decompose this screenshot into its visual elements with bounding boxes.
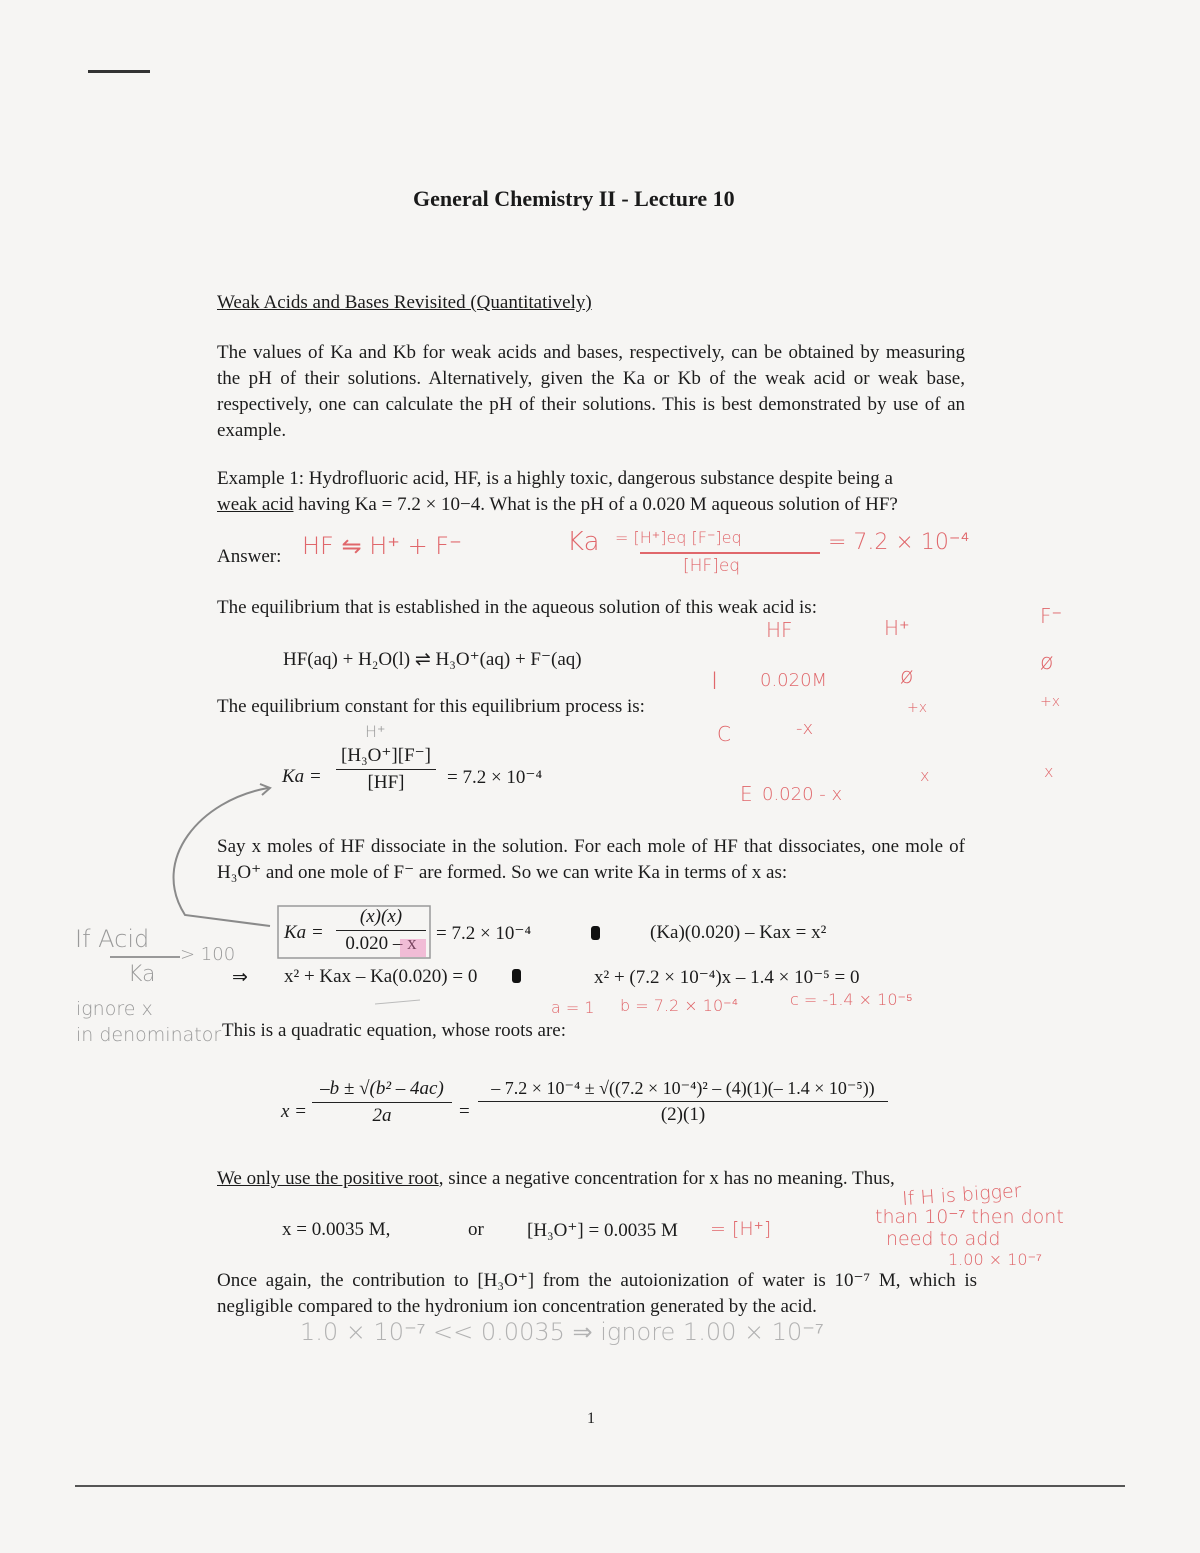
ice-e-h: x <box>920 766 930 785</box>
hw-ka-value: = 7.2 × 10⁻⁴ <box>828 530 970 555</box>
hw-ka-denominator-note: Ka <box>128 962 156 987</box>
ice-header-h: H⁺ <box>884 616 910 640</box>
ice-c-h: +x <box>907 700 928 716</box>
hw-note-line-3: need to add <box>886 1228 1001 1250</box>
equilibrium-intro: The equilibrium that is established in the aqueous solution of this weak acid is: <box>217 597 817 618</box>
positive-root-underlined: We only use the positive root <box>217 1168 439 1189</box>
formula-general <box>312 1078 452 1127</box>
arrow-implies: ⇒ <box>232 967 248 988</box>
ka-x-rhs: = 7.2 × 10⁻⁴ <box>436 923 532 944</box>
reaction-equation: HF(aq) + H₂O(l) ⇌ H₃O⁺(aq) + F⁻(aq) <box>283 649 582 670</box>
ice-c-hf: -x <box>796 718 814 739</box>
formula-numeric-bar <box>478 1101 888 1102</box>
ice-i-f: ø <box>1040 650 1054 675</box>
hw-ka-denominator: [HF]eq <box>683 556 741 576</box>
hw-x-highlight <box>400 939 426 957</box>
ice-i-hf: 0.020M <box>760 670 828 691</box>
quadratic-intro: This is a quadratic equation, whose roots are: <box>222 1020 567 1041</box>
hw-b-value: b = 7.2 × 10⁻⁴ <box>620 996 738 1015</box>
bullet-1 <box>591 926 600 940</box>
hw-ignore-x: ignore x <box>76 998 153 1020</box>
hw-bottom-note: 1.0 × 10⁻⁷ << 0.0035 ⇒ ignore 1.00 × 10⁻⁷ <box>300 1318 824 1346</box>
ka-x-denominator: 0.020 – x <box>345 933 417 955</box>
hw-answer-reaction: HF ⇋ H⁺ + F⁻ <box>302 532 462 560</box>
hw-a-value: a = 1 <box>551 998 595 1017</box>
hw-ka-numerator: = [H⁺]eq [F⁻]eq <box>615 528 742 547</box>
once-again-paragraph: Once again, the contribution to [H₃O⁺] from the autoionization of water is 10⁻⁷ M, which is negligible compared to the hydronium ion concentration generated by the acid. <box>217 1270 977 1317</box>
example-line-2-rest: having Ka = 7.2 × 10−4. What is the pH of a 0.020 M aqueous solution of HF? <box>298 494 898 515</box>
section-heading: Weak Acids and Bases Revisited (Quantitatively) <box>217 292 592 313</box>
page-number: 1 <box>587 1410 595 1427</box>
ice-row-c: C <box>717 722 731 746</box>
hw-h-plus-note: H⁺ <box>365 722 386 741</box>
hw-note-line-4: 1.00 × 10⁻⁷ <box>948 1250 1042 1269</box>
hw-if-acid-bar <box>110 956 180 958</box>
formula-general-denominator: 2a <box>372 1105 392 1127</box>
ice-row-e: E <box>740 782 753 806</box>
ice-header-hf: HF <box>766 618 793 642</box>
hw-gt-100: > 100 <box>180 944 236 965</box>
ka-x-lhs: Ka = <box>284 922 324 943</box>
positive-root-rest: , since a negative concentration for x has no meaning. Thus, <box>438 1168 895 1189</box>
ice-i-h: ø <box>900 664 914 689</box>
formula-equals: = <box>459 1101 470 1122</box>
quadratic-2: x² + (7.2 × 10⁻⁴)x – 1.4 × 10⁻⁵ = 0 <box>594 967 860 988</box>
ka-expr-rhs: = 7.2 × 10⁻⁴ <box>447 767 543 788</box>
ka-expr-numerator: [H₃O⁺][F⁻] <box>341 745 431 766</box>
result-or: or <box>468 1219 484 1240</box>
result-x: x = 0.0035 M, <box>282 1219 391 1240</box>
hw-if-acid: If Acid <box>75 925 150 953</box>
hw-equals-h-plus: = [H⁺] <box>710 1218 772 1240</box>
formula-general-numerator: –b ± √(b² – 4ac) <box>320 1078 444 1099</box>
ice-e-hf: 0.020 - x <box>762 784 843 805</box>
hw-note-line-1: If H is bigger <box>901 1179 1023 1211</box>
formula-general-bar <box>312 1102 452 1103</box>
ka-x-right-eq: (Ka)(0.020) – Kax = x² <box>650 922 827 943</box>
ice-header-f: F⁻ <box>1040 604 1063 628</box>
intro-paragraph: The values of Ka and Kb for weak acids and bases, respectively, can be obtained by measuring the pH of their solutions. Alternatively, given the Ka or Kb of the weak acid or weak base, respectively, one can calculate the pH of their solutions. This is best demonstrated by use of an example. <box>217 342 965 441</box>
ka-expr-lhs: Ka = <box>282 766 322 787</box>
formula-numeric-denominator: (2)(1) <box>660 1104 706 1126</box>
hw-ka-label: Ka <box>567 527 600 557</box>
constant-intro: The equilibrium constant for this equilibrium process is: <box>217 696 645 717</box>
ka-x-numerator: (x)(x) <box>359 906 403 927</box>
ice-e-f: x <box>1044 762 1054 781</box>
ka-x-bar <box>336 930 426 931</box>
bullet-2 <box>512 969 521 983</box>
quadratic-1: x² + Kax – Ka(0.020) = 0 <box>284 966 478 987</box>
ka-expr-denominator: [HF] <box>367 772 405 794</box>
hw-in-denominator: in denominator <box>76 1024 222 1046</box>
example-line-1: Example 1: Hydrofluoric acid, HF, is a highly toxic, dangerous substance despite being a <box>217 468 893 489</box>
say-paragraph: Say x moles of HF dissociate in the solution. For each mole of HF that dissociates, one mole of H₃O⁺ and one mole of F⁻ are formed. So we can write Ka in terms of x as: <box>217 836 965 883</box>
formula-numeric <box>478 1078 888 1126</box>
hw-c-value: c = -1.4 × 10⁻⁵ <box>790 990 913 1009</box>
ice-c-f: +x <box>1040 694 1061 710</box>
positive-root-sentence <box>217 1168 895 1190</box>
page-title: General Chemistry II - Lecture 10 <box>413 186 735 211</box>
weak-acid-underlined: weak acid <box>217 494 294 515</box>
answer-label: Answer: <box>217 546 282 567</box>
ice-row-i: I <box>711 667 719 695</box>
formula-x-eq: x = <box>281 1101 308 1122</box>
hw-note-line-2: than 10⁻⁷ then dont <box>875 1206 1064 1228</box>
formula-numeric-numerator: – 7.2 × 10⁻⁴ ± √((7.2 × 10⁻⁴)² – (4)(1)(– 1.4 × 10⁻⁵)) <box>491 1078 875 1098</box>
result-h3o: [H₃O⁺] = 0.0035 M <box>527 1220 678 1241</box>
